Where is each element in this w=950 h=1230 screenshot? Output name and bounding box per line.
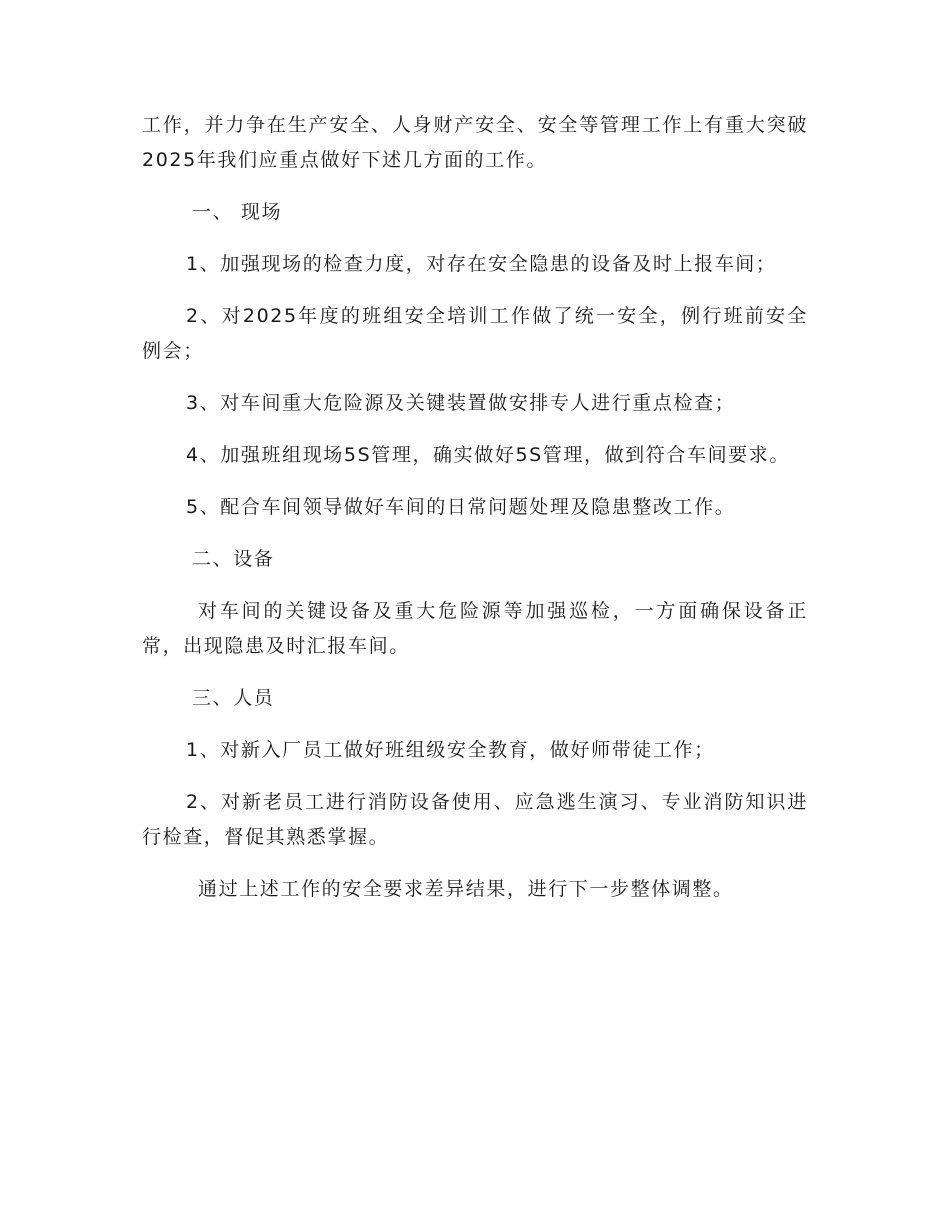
document-body [142,108,808,907]
paragraph-closing: 通过上述工作的安全要求差异结果，进行下一步整体调整。 [198,878,734,900]
list-item: 1、对新入厂员工做好班组级安全教育，做好师带徒工作； [186,739,715,761]
section-heading-site: 一、 现场 [192,201,283,223]
list-item: 4、加强班组现场5S管理，确实做好5S管理，做到符合车间要求。 [186,444,790,466]
list-item: 2、对2025年度的班组安全培训工作做了统一安全，例行班前安全例会； [142,305,808,362]
paragraph-equipment: 对车间的关键设备及重大危险源等加强巡检，一方面确保设备正常，出现隐患及时汇报车间。 [142,600,808,657]
list-item: 5、配合车间领导做好车间的日常问题处理及隐患整改工作。 [186,496,736,518]
list-item: 3、对车间重大危险源及关键装置做安排专人进行重点检查； [186,392,736,414]
section-heading-personnel: 三、人员 [192,687,275,709]
section-heading-equipment: 二、设备 [192,548,275,570]
paragraph-intro: 工作，并力争在生产安全、人身财产安全、安全等管理工作上有重大突破2025年我们应重点做好下述几方面的工作。 [142,114,808,171]
list-item: 1、加强现场的检查力度，对存在安全隐患的设备及时上报车间； [186,253,777,275]
list-item: 2、对新老员工进行消防设备使用、应急逃生演习、专业消防知识进行检查，督促其熟悉掌握。 [142,791,808,848]
